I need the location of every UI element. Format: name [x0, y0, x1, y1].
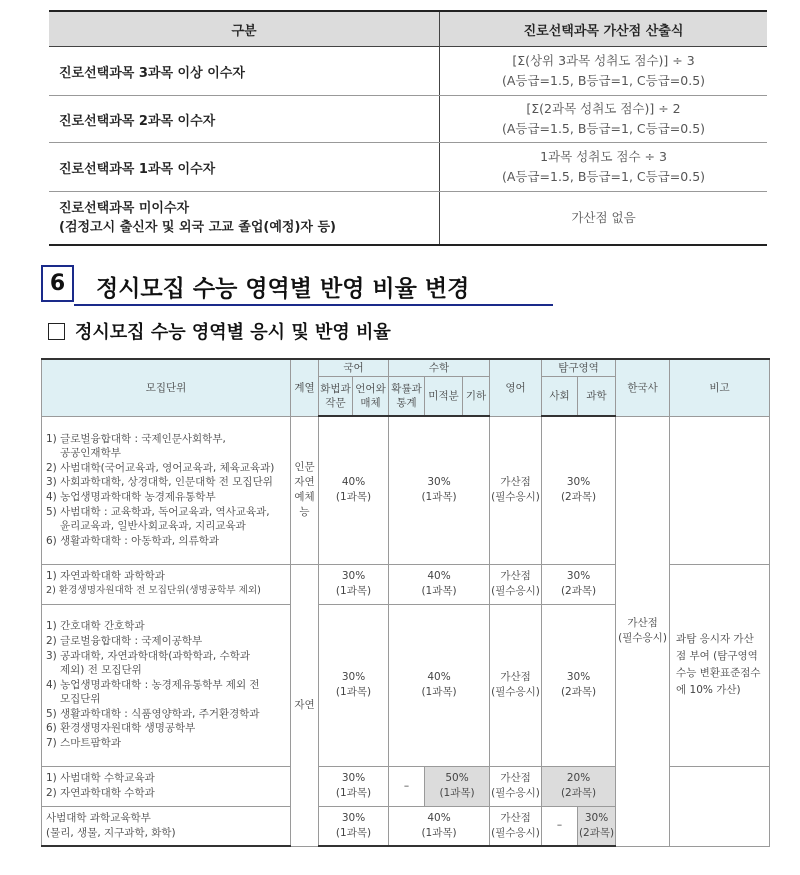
- ratio-sub: (1과목): [421, 686, 457, 698]
- korean-cell: [319, 604, 389, 766]
- unit-line: 3) 공과대학, 자연과학대학(과학학과, 수학과: [46, 649, 250, 662]
- history-cell: [616, 416, 670, 846]
- ratio-sub: (2과목): [560, 686, 597, 698]
- explore-cell: [542, 564, 616, 604]
- section-number: 6: [41, 265, 74, 302]
- ratio-sub: (필수응시): [491, 585, 540, 597]
- bonus-score-table: [49, 10, 767, 246]
- table-row: [49, 192, 767, 246]
- bonus-header-formula: 진로선택과목 가산점 산출식: [440, 11, 768, 47]
- science-cell: [578, 806, 616, 846]
- bonus-row-formula: [440, 143, 768, 192]
- unit-list: [42, 604, 291, 766]
- ratio-value: 가산점: [500, 671, 531, 683]
- bonus-row-label: 진로선택과목 1과목 이수자: [49, 143, 440, 192]
- ratio-sub: (2과목): [560, 491, 597, 504]
- ratio-value: 30%: [566, 671, 591, 683]
- english-cell: [490, 806, 542, 846]
- social-cell: –: [542, 806, 578, 846]
- section-underline: [74, 304, 553, 306]
- table-row: [49, 96, 767, 143]
- section-title: 정시모집 수능 영역별 반영 비율 변경: [96, 276, 470, 302]
- note-cell: [670, 766, 770, 846]
- unit-list: [42, 564, 291, 604]
- ratio-value: 30%: [566, 570, 591, 582]
- table-row: [49, 47, 767, 96]
- ratio-value: 가산점: [500, 570, 531, 582]
- series-cell: 인문 자연 예체능: [291, 416, 319, 564]
- ratio-sub: (1과목): [335, 686, 372, 698]
- ratio-value: 가산점: [627, 617, 658, 629]
- ratio-sub: (2과목): [578, 826, 615, 839]
- header-series: 계열: [291, 359, 319, 416]
- ratio-value: 가산점: [500, 811, 531, 824]
- header-math: 수학: [389, 359, 490, 377]
- ratio-value: 40%: [427, 811, 451, 824]
- korean-cell: [319, 564, 389, 604]
- ratio-sub: (필수응시): [491, 787, 540, 799]
- header-korean: 국어: [319, 359, 389, 377]
- unit-list: [42, 416, 291, 564]
- series-cell: 자연: [291, 564, 319, 846]
- ratio-value: 30%: [427, 476, 451, 489]
- math-cell: [389, 564, 490, 604]
- ratio-value: 40%: [427, 671, 451, 683]
- ratio-sub: (필수응시): [491, 686, 540, 698]
- ratio-value: 20%: [566, 772, 591, 784]
- unit-line: 6) 생활과학대학 : 아동학과, 의류학과: [46, 534, 220, 547]
- unit-line: 사범대학 과학교육학부: [46, 812, 151, 825]
- unit-line: 3) 사회과학대학, 상경대학, 인문대학 전 모집단위: [46, 476, 273, 489]
- unit-line: 5) 사범대학 : 교육학과, 독어교육과, 역사교육과,: [46, 505, 270, 518]
- note-cell: [670, 416, 770, 564]
- unit-list: [42, 806, 291, 846]
- math-cell: [389, 604, 490, 766]
- unit-line: 2) 사범대학(국어교육과, 영어교육과, 체육교육과): [46, 461, 275, 474]
- english-cell: [490, 766, 542, 806]
- ratio-value: 30%: [341, 671, 366, 683]
- unit-line: 7) 스마트팜학과: [46, 737, 121, 750]
- ratio-sub: (1과목): [439, 787, 475, 799]
- grade-text: (A등급=1.5, B등급=1, C등급=0.5): [501, 121, 706, 136]
- grade-text: (A등급=1.5, B등급=1, C등급=0.5): [501, 169, 706, 184]
- math-prob-cell: –: [389, 766, 425, 806]
- header-english: 영어: [490, 359, 542, 416]
- unit-line: 6) 환경생명자원대학 생명공학부: [46, 722, 196, 735]
- korean-cell: [319, 806, 389, 846]
- header-unit: 모집단위: [42, 359, 291, 416]
- explore-cell: [542, 604, 616, 766]
- english-cell: [490, 564, 542, 604]
- unit-line: 2) 글로벌융합대학 : 국제이공학부: [46, 634, 203, 647]
- ratio-sub: (필수응시): [618, 632, 667, 644]
- ratio-sub: (2과목): [560, 787, 597, 799]
- checkbox-square-icon: [48, 323, 65, 340]
- bonus-row-label-sub: (검정고시 출신자 및 외국 고교 졸업(예정)자 등): [59, 220, 336, 235]
- ratio-value: 50%: [445, 772, 469, 784]
- unit-line: 2) 자연과학대학 수학과: [46, 787, 155, 799]
- unit-line: 5) 생활과학대학 : 식품영양학과, 주거환경학과: [46, 707, 260, 720]
- math-cell: [425, 766, 490, 806]
- ratio-value: 30%: [341, 570, 366, 582]
- header-korean-speech: 화법과 작문: [319, 377, 353, 417]
- formula-text: [Σ(상위 3과목 성취도 점수)] ÷ 3: [512, 53, 695, 68]
- bonus-row-formula: [440, 96, 768, 143]
- ratio-sub: (필수응시): [491, 826, 540, 839]
- unit-line: 1) 사범대학 수학교육과: [46, 772, 155, 785]
- bonus-row-formula: [440, 47, 768, 96]
- ratio-value: 30%: [584, 811, 609, 824]
- math-cell: [389, 806, 490, 846]
- table-row: [49, 143, 767, 192]
- explore-cell: [542, 416, 616, 564]
- unit-list: [42, 766, 291, 806]
- subsection-title: [48, 318, 391, 344]
- unit-line: 4) 농업생명과학대학 농경제유통학부: [46, 491, 216, 503]
- ratio-value: 30%: [341, 772, 366, 784]
- header-note: 비고: [670, 359, 770, 416]
- english-cell: [490, 604, 542, 766]
- formula-text: [Σ(2과목 성취도 점수)] ÷ 2: [526, 101, 681, 116]
- english-cell: [490, 416, 542, 564]
- ratio-value: 40%: [427, 570, 451, 582]
- ratio-sub: (필수응시): [491, 491, 540, 503]
- bonus-row-label: 진로선택과목 3과목 이상 이수자: [49, 47, 440, 96]
- ratio-sub: (1과목): [335, 585, 372, 597]
- table-row: [42, 416, 770, 564]
- ratio-value: 가산점: [500, 476, 531, 488]
- ratio-sub: (1과목): [421, 826, 457, 839]
- ratio-sub: (1과목): [421, 585, 457, 597]
- subsection-title-text: 정시모집 수능 영역별 응시 및 반영 비율: [75, 322, 391, 343]
- ratio-sub: (1과목): [335, 491, 372, 504]
- ratio-value: 가산점: [500, 772, 531, 784]
- header-math-prob: 확률과 통계: [389, 377, 425, 417]
- unit-line: 제외) 전 모집단위: [60, 664, 142, 677]
- unit-line: 4) 농업생명과학대학 : 농경제유통학부 제외 전: [46, 678, 260, 691]
- header-korean-language: 언어와 매체: [353, 377, 389, 417]
- formula-text: 1과목 성취도 점수 ÷ 3: [540, 149, 667, 164]
- header-math-calc: 미적분: [425, 377, 463, 417]
- math-cell: [389, 416, 490, 564]
- unit-line: 1) 글로벌융합대학 : 국제인문사회학부,: [46, 432, 226, 445]
- header-math-geo: 기하: [463, 377, 490, 417]
- unit-line: 1) 간호대학 간호학과: [46, 620, 145, 633]
- ratio-value: 30%: [566, 476, 591, 489]
- ratio-value: 30%: [341, 811, 366, 824]
- bonus-row-label: 진로선택과목 2과목 이수자: [49, 96, 440, 143]
- bonus-row-formula: 가산점 없음: [440, 192, 768, 246]
- unit-line: 공공인재학부: [60, 447, 121, 460]
- unit-line: 2) 환경생명자원대학 전 모집단위(생명공학부 제외): [46, 585, 261, 596]
- header-history: 한국사: [616, 359, 670, 416]
- ratio-value: 40%: [341, 476, 366, 489]
- ratio-sub: (1과목): [335, 787, 372, 799]
- ratio-sub: (2과목): [560, 585, 597, 597]
- ratio-sub: (1과목): [335, 826, 372, 839]
- korean-cell: [319, 766, 389, 806]
- unit-line: (물리, 생물, 지구과학, 화학): [46, 826, 176, 839]
- unit-line: 윤리교육과, 일반사회교육과, 지리교육과: [60, 520, 246, 533]
- header-explore: 탐구영역: [542, 359, 616, 377]
- bonus-header-category: 구분: [49, 11, 440, 47]
- csat-ratio-table: [41, 358, 770, 847]
- grade-text: (A등급=1.5, B등급=1, C등급=0.5): [501, 73, 706, 88]
- korean-cell: [319, 416, 389, 564]
- bonus-row-label-main: 진로선택과목 미이수자: [59, 201, 190, 216]
- ratio-sub: (1과목): [421, 491, 457, 504]
- header-science: 과학: [578, 377, 616, 417]
- unit-line: 1) 자연과학대학 과학학과: [46, 570, 165, 583]
- unit-line: 모집단위: [60, 693, 101, 706]
- header-social: 사회: [542, 377, 578, 417]
- explore-cell: [542, 766, 616, 806]
- bonus-row-label: [49, 192, 440, 246]
- note-cell: 과탐 응시자 가산점 부여 (탐구영역 수능 변환표준점수에 10% 가산): [670, 564, 770, 766]
